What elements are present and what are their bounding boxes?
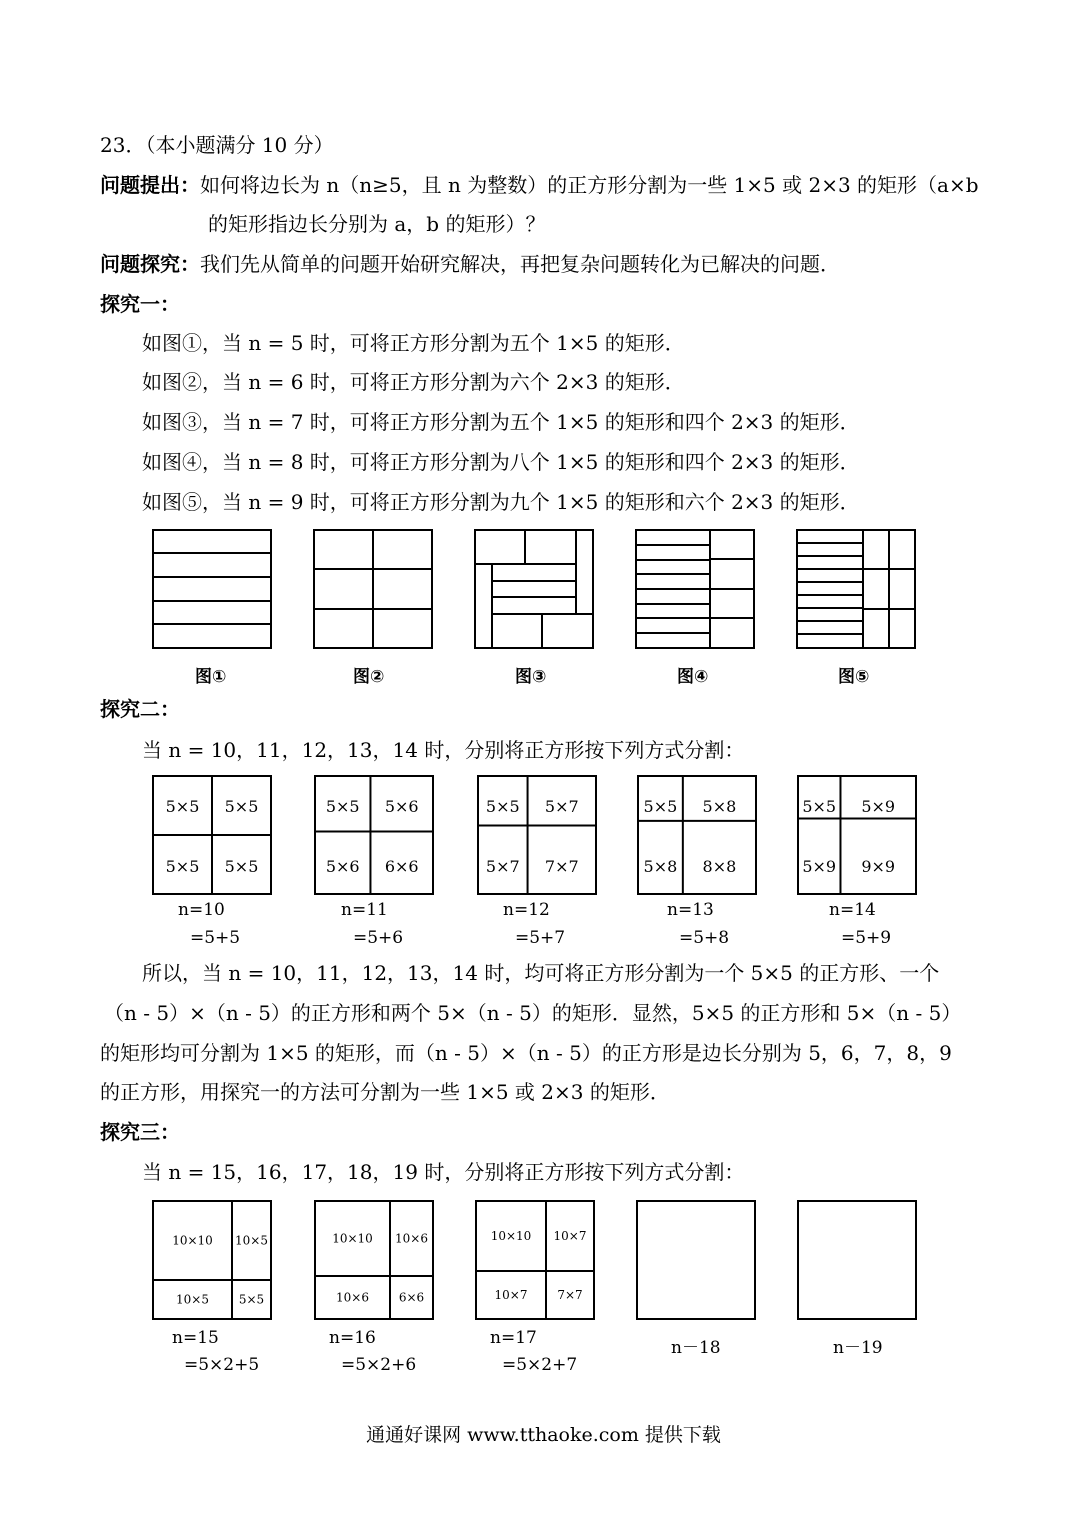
part2-cap1-4: n=13 [667, 900, 714, 920]
part2-cell-label: 5×6 [384, 797, 419, 816]
part2-cell-label: 6×6 [384, 857, 419, 876]
explore-statement [100, 252, 840, 276]
problem-statement [100, 173, 979, 197]
part1-line-5: 如图⑤，当 n = 9 时，可将正方形分割为九个 1×5 的矩形和六个 2×3 的矩形． [142, 490, 860, 514]
part2-conclusion-4: 的正方形，用探究一的方法可分割为一些 1×5 或 2×3 的矩形． [100, 1080, 670, 1104]
part2-cap2-2: =5+6 [353, 928, 404, 948]
part3-intro: 当 n = 15，16，17，18，19 时，分别将正方形按下列方式分割： [142, 1160, 745, 1184]
part2-figure-frame [638, 776, 756, 894]
figure-5 [797, 530, 915, 648]
part3-cell-label: 6×6 [398, 1290, 425, 1305]
part2-cell-label: 5×5 [643, 797, 678, 816]
problem-text-1: 如何将边长为 n（n≥5，且 n 为整数）的正方形分割为一些 1×5 或 2×3 的矩形（a×b [200, 173, 979, 197]
part2-cap2-3: =5+7 [515, 928, 566, 948]
explore-label: 问题探究： [100, 252, 200, 276]
part1-line-2: 如图②，当 n = 6 时，可将正方形分割为六个 2×3 的矩形． [142, 370, 685, 394]
part3-cell-label: 10×5 [176, 1292, 209, 1307]
part2-cap1-3: n=12 [503, 900, 550, 920]
problem-label: 问题提出： [100, 173, 200, 197]
part3-cell-label: 10×10 [172, 1233, 213, 1248]
part2-cap1-1: n=10 [178, 900, 225, 920]
part2-conclusion-2: （n - 5）×（n - 5）的正方形和两个 5×（n - 5）的矩形．显然，5×5 的正方形和 5×（n - 5） [104, 1001, 962, 1025]
part2-conclusion-1: 所以，当 n = 10，11，12，13，14 时，均可将正方形分割为一个 5×5 的正方形、一个 [142, 961, 940, 985]
part3-title: 探究三： [100, 1120, 180, 1144]
explore-text: 我们先从简单的问题开始研究解决，再把复杂问题转化为已解决的问题． [200, 252, 840, 276]
part2-cap2-4: =5+8 [679, 928, 730, 948]
part2-cap1-5: n=14 [829, 900, 876, 920]
part2-cell-label: 9×9 [861, 857, 896, 876]
figure-label-5: 图⑤ [838, 667, 870, 687]
part3-cell-label: 10×10 [490, 1229, 532, 1243]
part2-cell-label: 5×5 [802, 797, 837, 816]
part2-cell-label: 5×5 [224, 857, 259, 876]
figure-label-2: 图② [353, 667, 385, 687]
part2-figure-frame [798, 776, 916, 894]
part2-title: 探究二： [100, 697, 180, 721]
part2-cell-label: 5×6 [325, 857, 360, 876]
part1-title: 探究一： [100, 292, 180, 316]
figure-label-1: 图① [195, 667, 227, 687]
part3-figures [0, 1195, 1087, 1325]
part3-cell-label: 10×10 [332, 1231, 373, 1246]
question-number: 23．（本小题满分 10 分） [100, 133, 334, 157]
part2-cell-label: 5×9 [861, 797, 896, 816]
figure-3 [475, 530, 593, 648]
part3-cap1-1: n=15 [172, 1328, 219, 1348]
part3-cell-label: 10×6 [336, 1290, 369, 1305]
part3-figure-frame [798, 1201, 916, 1319]
part2-cell-label: 5×5 [165, 797, 200, 816]
figure-label-4: 图④ [677, 667, 709, 687]
part3-cell-label: 10×5 [235, 1233, 268, 1248]
part2-cell-label: 5×5 [325, 797, 360, 816]
part2-cell-label: 8×8 [702, 857, 737, 876]
part2-cell-label: 7×7 [544, 857, 579, 876]
part1-line-3: 如图③，当 n = 7 时，可将正方形分割为五个 1×5 的矩形和四个 2×3 的矩形． [142, 410, 860, 434]
part3-cell-label: 10×7 [494, 1288, 528, 1302]
part3-cap2-3: =5×2+7 [502, 1355, 578, 1375]
part1-line-4: 如图④，当 n = 8 时，可将正方形分割为八个 1×5 的矩形和四个 2×3 的矩形． [142, 450, 860, 474]
part2-cell-label: 5×8 [702, 797, 737, 816]
part2-cap2-5: =5+9 [841, 928, 892, 948]
part2-cell-label: 5×9 [802, 857, 837, 876]
part3-cap1-3: n=17 [490, 1328, 537, 1348]
part3-cell-label: 10×7 [553, 1229, 587, 1243]
part2-cell-label: 5×5 [224, 797, 259, 816]
part2-cell-label: 5×5 [485, 797, 520, 816]
part3-cap2-1: =5×2+5 [184, 1355, 260, 1375]
part3-cell-label: 7×7 [557, 1288, 583, 1302]
part3-figure-frame [637, 1201, 755, 1319]
problem-text-2: 的矩形指边长分别为 a，b 的矩形）？ [208, 212, 546, 236]
figure-label-3: 图③ [515, 667, 547, 687]
part2-figure-frame [478, 776, 596, 894]
part2-cell-label: 5×8 [643, 857, 678, 876]
part1-line-1: 如图①，当 n = 5 时，可将正方形分割为五个 1×5 的矩形． [142, 331, 685, 355]
part2-cell-label: 5×7 [544, 797, 579, 816]
part2-intro: 当 n = 10，11，12，13，14 时，分别将正方形按下列方式分割： [142, 738, 745, 762]
part2-figure-frame [315, 776, 433, 894]
part3-cap2-2: =5×2+6 [341, 1355, 417, 1375]
part2-cap1-2: n=11 [341, 900, 388, 920]
figure-2 [314, 530, 432, 648]
part3-cell-label: 10×6 [395, 1231, 428, 1246]
part2-cell-label: 5×5 [165, 857, 200, 876]
part3-cap1-5: n－19 [833, 1338, 883, 1358]
part2-figures [0, 770, 1087, 900]
part3-cap1-4: n－18 [671, 1338, 721, 1358]
part3-cap1-2: n=16 [329, 1328, 376, 1348]
part3-cell-label: 5×5 [238, 1292, 265, 1307]
figure-4 [636, 530, 754, 648]
footer-text: 通通好课网 www.tthaoke.com 提供下载 [366, 1424, 721, 1446]
part2-conclusion-3: 的矩形均可分割为 1×5 的矩形，而（n - 5）×（n - 5）的正方形是边长分别为 5，6，7，8，9 [100, 1041, 952, 1065]
part2-cap2-1: =5+5 [190, 928, 241, 948]
part2-cell-label: 5×7 [485, 857, 520, 876]
part1-figures [0, 520, 1087, 660]
figure-1 [153, 530, 271, 648]
